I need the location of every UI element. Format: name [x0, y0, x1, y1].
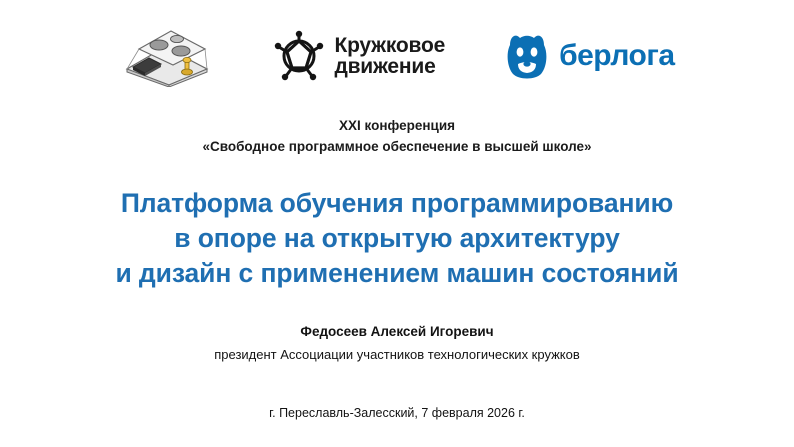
kruzhkovoe-dvizhenie-wordmark — [334, 35, 445, 78]
page-title — [0, 186, 794, 291]
author-block — [0, 322, 794, 366]
isometric-platform-logo — [119, 25, 215, 87]
berloga-wordmark: берлога — [559, 39, 675, 72]
kruzhkovoe-dvizhenie-mark-icon — [273, 30, 325, 82]
berloga-logo — [503, 31, 674, 81]
isometric-grid-icon — [119, 25, 215, 87]
title-line-2: в опоре на открытую архитектуру — [174, 222, 620, 253]
kd-line-2: движение — [334, 55, 436, 78]
conference-line-1: XXI конференция — [338, 118, 455, 133]
conference-line-2: «Свободное программное обеспечение в высшей школе» — [202, 138, 592, 154]
kruzhkovoe-dvizhenie-logo — [273, 30, 445, 82]
author-role: президент Ассоциации участников технологических кружков — [214, 347, 580, 363]
title-line-1: Платформа обучения программированию — [120, 188, 674, 218]
bear-head-icon — [503, 31, 551, 81]
author-name: Федосеев Алексей Игоревич — [300, 324, 494, 339]
conference-block — [0, 116, 794, 158]
kd-line-1: Кружковое — [334, 33, 446, 57]
title-line-3: и дизайн с применением машин состояний — [115, 257, 679, 288]
logo-row — [0, 22, 794, 90]
slide-footer: г. Переславль-Залесский, 7 февраля 2026 г. — [269, 406, 525, 420]
